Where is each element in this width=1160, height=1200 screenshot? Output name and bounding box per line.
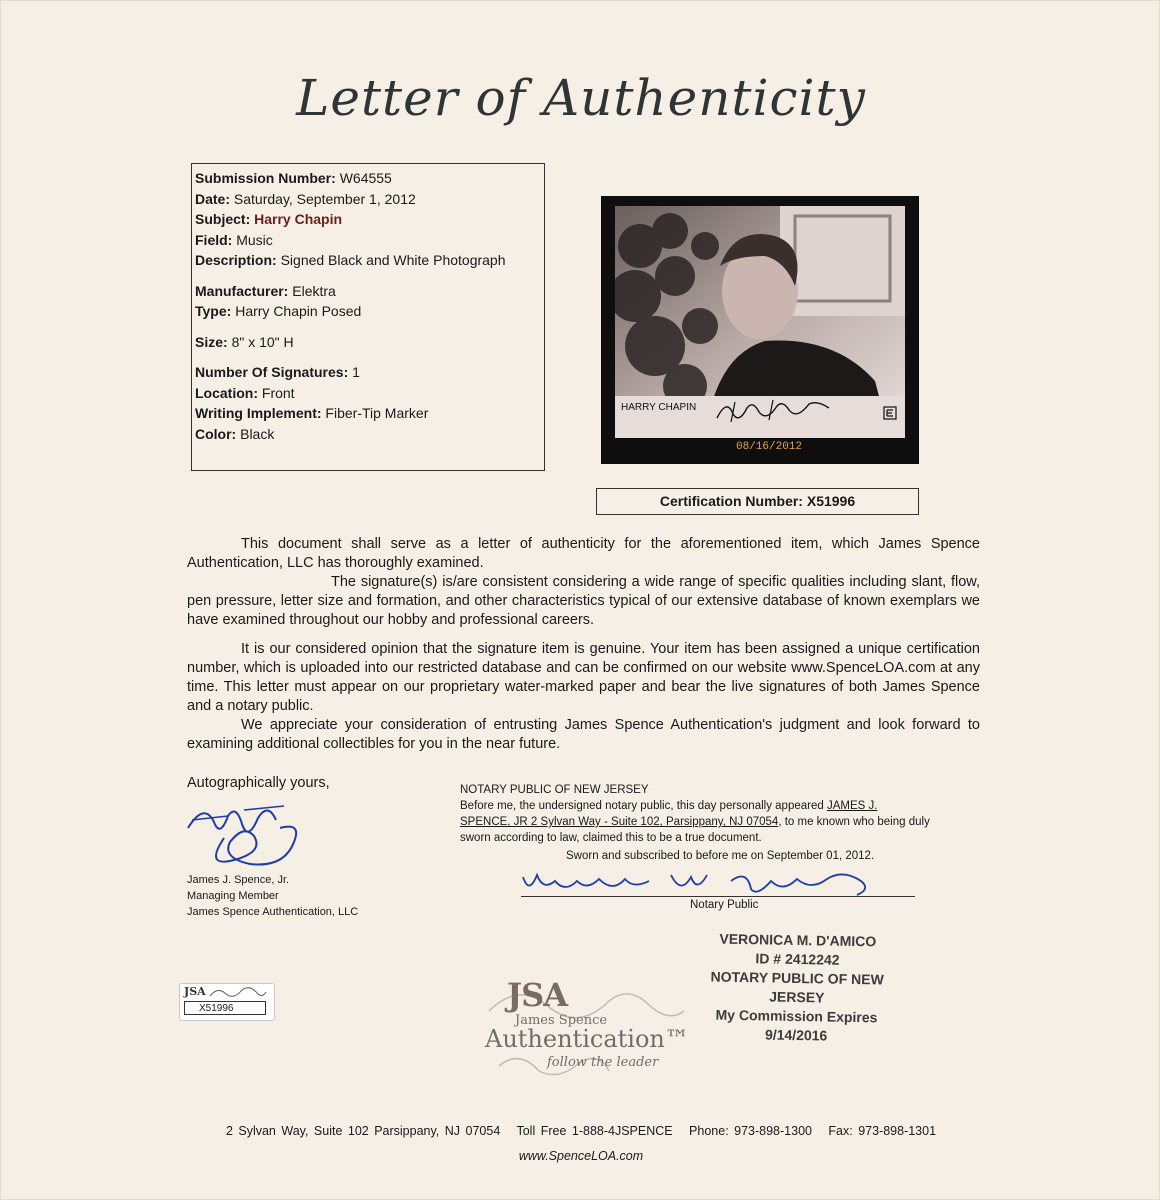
body-paragraph-3: It is our considered opinion that the signature item is genuine. Your item has been assigned a unique certification number, which is uploaded into our restricted database and can be confirmed on our website www.SpenceLOA.com at any time. This letter must appear on our proprietary water-marked paper and bear the live signatures of both James Spence and a notary public. <box>187 641 980 714</box>
certification-label: Certification Number: <box>659 493 803 509</box>
submission-value: W64555 <box>339 170 392 186</box>
description-label: Description: <box>195 252 277 268</box>
letter-body <box>187 535 980 754</box>
color-row <box>195 424 541 445</box>
page-title: Letter of Authenticity <box>296 69 866 127</box>
sticker-code: X51996 <box>184 1001 266 1015</box>
type-value: Harry Chapin Posed <box>235 303 362 319</box>
signatures-label: Number Of Signatures: <box>195 364 349 380</box>
color-label: Color: <box>195 425 237 442</box>
spence-signature <box>184 798 309 870</box>
date-label: Date: <box>195 190 231 207</box>
sticker-signature-icon <box>208 986 268 1000</box>
logo-jsa: JSA <box>507 976 568 1014</box>
stamp-office: NOTARY PUBLIC OF NEW JERSEY <box>710 968 884 1006</box>
sticker-brand: JSA <box>184 985 206 998</box>
certification-box <box>596 488 919 515</box>
implement-value: Fiber-Tip Marker <box>325 405 429 421</box>
footer-phone: Phone: 973-898-1300 <box>689 1124 812 1138</box>
signer-role: Managing Member <box>187 890 279 902</box>
stamp-id: ID # 2412242 <box>755 950 840 968</box>
stamp-name: VERONICA M. D'AMICO <box>719 930 877 950</box>
notary-heading: NOTARY PUBLIC OF NEW JERSEY <box>460 784 649 796</box>
body-paragraph-4: We appreciate your consideration of entrusting James Spence Authentication's judgment and look forward to examining additional collectibles for you in the near future. <box>187 717 980 752</box>
notary-appeared: JAMES J. SPENCE, JR 2 Sylvan Way - Suite 102, Parsippany, NJ 07054 <box>460 800 878 828</box>
notary-signature-label: Notary Public <box>690 899 759 911</box>
description-value: Signed Black and White Photograph <box>280 252 506 268</box>
signer-company: James Spence Authentication, LLC <box>187 906 359 918</box>
closing-salutation: Autographically yours, <box>187 775 330 791</box>
stamp-expires: My Commission Expires 9/14/2016 <box>715 1006 878 1044</box>
location-value: Front <box>261 384 295 401</box>
submission-row <box>195 168 541 189</box>
hologram-sticker <box>179 983 275 1021</box>
location-row <box>195 383 541 404</box>
date-row <box>195 189 541 210</box>
signer-name: James J. Spence, Jr. <box>187 874 290 886</box>
notary-text-after: , to me known who being duly sworn according to law, claimed this to be a true document. <box>460 816 930 844</box>
date-value: Saturday, September 1, 2012 <box>233 190 416 207</box>
certification-number: X51996 <box>806 493 856 509</box>
logo-name: James Spence <box>515 1013 608 1028</box>
item-photo-frame <box>601 196 919 464</box>
implement-row <box>195 403 541 424</box>
manufacturer-label: Manufacturer: <box>195 282 289 299</box>
logo-tagline: follow the leader <box>547 1055 659 1070</box>
body-paragraph-2: The signature(s) is/are consistent considering a wide range of specific qualities including slant, flow, pen pressure, letter size and formation, and other characteristics typical of our extensive database of known exemplars we have examined throughout our hobby and professional careers. <box>187 574 980 628</box>
field-row <box>195 230 541 251</box>
photo-date-stamp: 08/16/2012 <box>736 441 803 453</box>
submission-label: Submission Number: <box>195 170 336 186</box>
manufacturer-row <box>195 281 541 302</box>
type-label: Type: <box>195 303 232 319</box>
photo-signature <box>713 396 833 426</box>
notary-statement <box>460 798 930 846</box>
subject-label: Subject: <box>195 211 251 227</box>
size-label: Size: <box>195 333 228 350</box>
body-paragraph-1: This document shall serve as a letter of authenticity for the aforementioned item, which James Spence Authentication, LLC has thoroughly examined. <box>187 536 980 571</box>
signer-block <box>187 872 358 920</box>
footer-fax: Fax: 973-898-1301 <box>828 1124 937 1138</box>
jsa-logo <box>479 971 689 1081</box>
subject-row <box>195 209 541 230</box>
color-value: Black <box>240 425 275 442</box>
signatures-row <box>195 362 541 383</box>
footer-address: 2 Sylvan Way, Suite 102 Parsippany, NJ 07054 <box>225 1124 501 1138</box>
item-details-box <box>191 163 545 471</box>
size-row <box>195 332 541 353</box>
subject-value: Harry Chapin <box>254 211 343 227</box>
implement-label: Writing Implement: <box>195 405 322 421</box>
field-value: Music <box>236 231 273 248</box>
notary-block <box>460 782 930 846</box>
footer-tollfree: Toll Free 1-888-4JSPENCE <box>516 1124 673 1138</box>
logo-authentication: Authentication™ <box>485 1025 689 1053</box>
size-value: 8" x 10" H <box>231 333 294 350</box>
footer-contact <box>1 1124 1160 1138</box>
signatures-value: 1 <box>352 364 360 380</box>
notary-stamp <box>696 929 898 1046</box>
type-row <box>195 301 541 322</box>
elektra-logo <box>883 406 897 420</box>
photo-caption: HARRY CHAPIN <box>621 402 697 413</box>
footer-website[interactable]: www.SpenceLOA.com <box>518 1149 644 1163</box>
location-label: Location: <box>195 384 258 401</box>
manufacturer-value: Elektra <box>292 282 336 299</box>
description-row <box>195 250 541 271</box>
notary-text-before: Before me, the undersigned notary public, this day personally appeared <box>460 800 824 812</box>
notary-signature-line <box>521 896 915 897</box>
field-label: Field: <box>195 231 233 248</box>
notary-sworn: Sworn and subscribed to before me on September 01, 2012. <box>566 850 875 862</box>
notary-signature <box>521 867 881 899</box>
